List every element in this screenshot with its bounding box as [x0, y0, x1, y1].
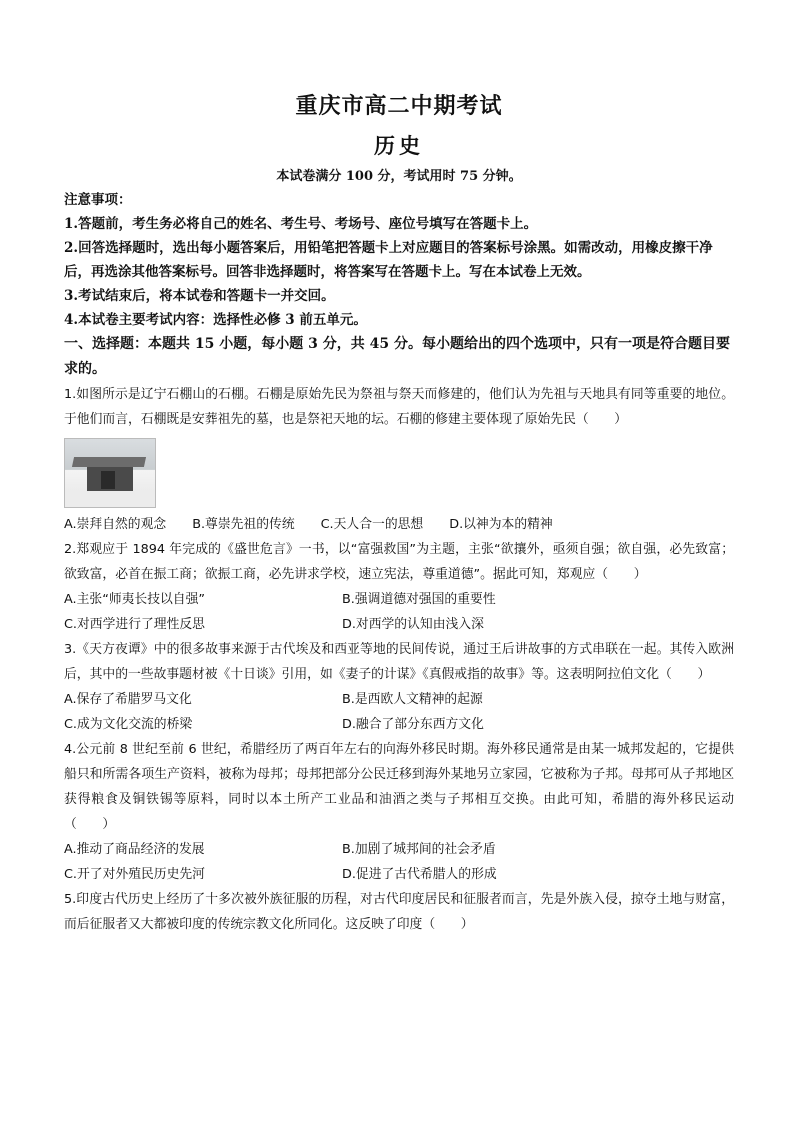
question-stem: 1.如图所示是辽宁石棚山的石棚。石棚是原始先民为祭祖与祭天而修建的，他们认为先祖与天地具有同等重要的地位。于他们而言，石棚既是安葬祖先的墓，也是祭祀天地的坛。石棚的修建主要体现了原始先民（ ） [64, 387, 734, 427]
option-a[interactable]: A.崇拜自然的观念 [64, 517, 167, 532]
notes-block [64, 188, 734, 332]
option-d[interactable]: D.以神为本的精神 [449, 517, 553, 532]
option-d[interactable]: D.促进了古代希腊人的形成 [342, 867, 497, 882]
option-c[interactable]: C.开了对外殖民历史先河 [64, 867, 205, 882]
question-stem: 2.郑观应于 1894 年完成的《盛世危言》一书，以“富强救国”为主题，主张“欲攘外，亟须自强；欲自强，必先致富；欲致富，必首在振工商；欲振工商，必先讲求学校，速立宪法，尊重道德”。据此可知，郑观应（ ） [64, 542, 734, 582]
option-a[interactable]: A.主张“师夷长技以自强” [64, 592, 206, 607]
question-stem: 3.《天方夜谭》中的很多故事来源于古代埃及和西亚等地的民间传说，通过王后讲故事的方式串联在一起。其传入欧洲后，其中的一些故事题材被《十日谈》引用，如《妻子的计谋》《真假戒指的故事》等。这表明阿拉伯文化（ ） [64, 642, 734, 682]
section-1-heading: 一、选择题：本题共 15 小题，每小题 3 分，共 45 分。每小题给出的四个选项中，只有一项是符合题目要求的。 [64, 336, 730, 377]
question-stem: 4.公元前 8 世纪至前 6 世纪，希腊经历了两百年左右的向海外移民时期。海外移民通常是由某一城邦发起的，它提供船只和所需各项生产资料，被称为母邦；母邦把部分公民迁移到海外某地另立家园，它被称为子邦。母邦可从子邦地区获得粮食及铜铁锡等原料，同时以本土所产工业品和油酒之类与子邦相互交换。由此可知，希腊的海外移民运动（ ） [64, 742, 734, 832]
note-item: 1.答题前，考生务必将自己的姓名、考生号、考场号、座位号填写在答题卡上。 [64, 216, 538, 232]
option-d[interactable]: D.对西学的认知由浅入深 [342, 617, 484, 632]
question-5 [64, 887, 734, 937]
exam-meta: 本试卷满分 100 分，考试用时 75 分钟。 [276, 169, 522, 184]
option-d[interactable]: D.融合了部分东西方文化 [342, 717, 484, 732]
note-item: 3.考试结束后，将本试卷和答题卡一并交回。 [64, 288, 335, 304]
question-4 [64, 737, 734, 887]
question-1 [64, 382, 734, 537]
option-c[interactable]: C.天人合一的思想 [320, 517, 424, 532]
question-3 [64, 637, 734, 737]
option-b[interactable]: B.尊崇先祖的传统 [192, 517, 295, 532]
exam-subject: 历史 [374, 133, 424, 158]
option-a[interactable]: A.保存了希腊罗马文化 [64, 692, 192, 707]
option-b[interactable]: B.加剧了城邦间的社会矛盾 [342, 842, 496, 857]
stone-shelter-photo [64, 438, 156, 508]
question-stem: 5.印度古代历史上经历了十多次被外族征服的历程，对古代印度居民和征服者而言，先是外族入侵，掠夺土地与财富，而后征服者又大都被印度的传统宗教文化所同化。这反映了印度（ ） [64, 892, 734, 932]
option-c[interactable]: C.对西学进行了理性反思 [64, 617, 205, 632]
option-a[interactable]: A.推动了商品经济的发展 [64, 842, 205, 857]
notes-heading: 注意事项： [64, 192, 132, 208]
question-options [64, 687, 734, 737]
note-item: 2.回答选择题时，选出每小题答案后，用铅笔把答题卡上对应题目的答案标号涂黑。如需改动，用橡皮擦干净后，再选涂其他答案标号。回答非选择题时，将答案写在答题卡上。写在本试卷上无效。 [64, 240, 713, 280]
question-2 [64, 537, 734, 637]
option-c[interactable]: C.成为文化交流的桥梁 [64, 717, 193, 732]
exam-title: 重庆市高二中期考试 [295, 93, 503, 119]
note-item: 4.本试卷主要考试内容：选择性必修 3 前五单元。 [64, 312, 367, 328]
question-options [64, 837, 734, 887]
question-options [64, 587, 734, 637]
option-b[interactable]: B.强调道德对强国的重要性 [342, 592, 496, 607]
question-options [64, 512, 734, 537]
option-b[interactable]: B.是西欧人文精神的起源 [342, 692, 483, 707]
